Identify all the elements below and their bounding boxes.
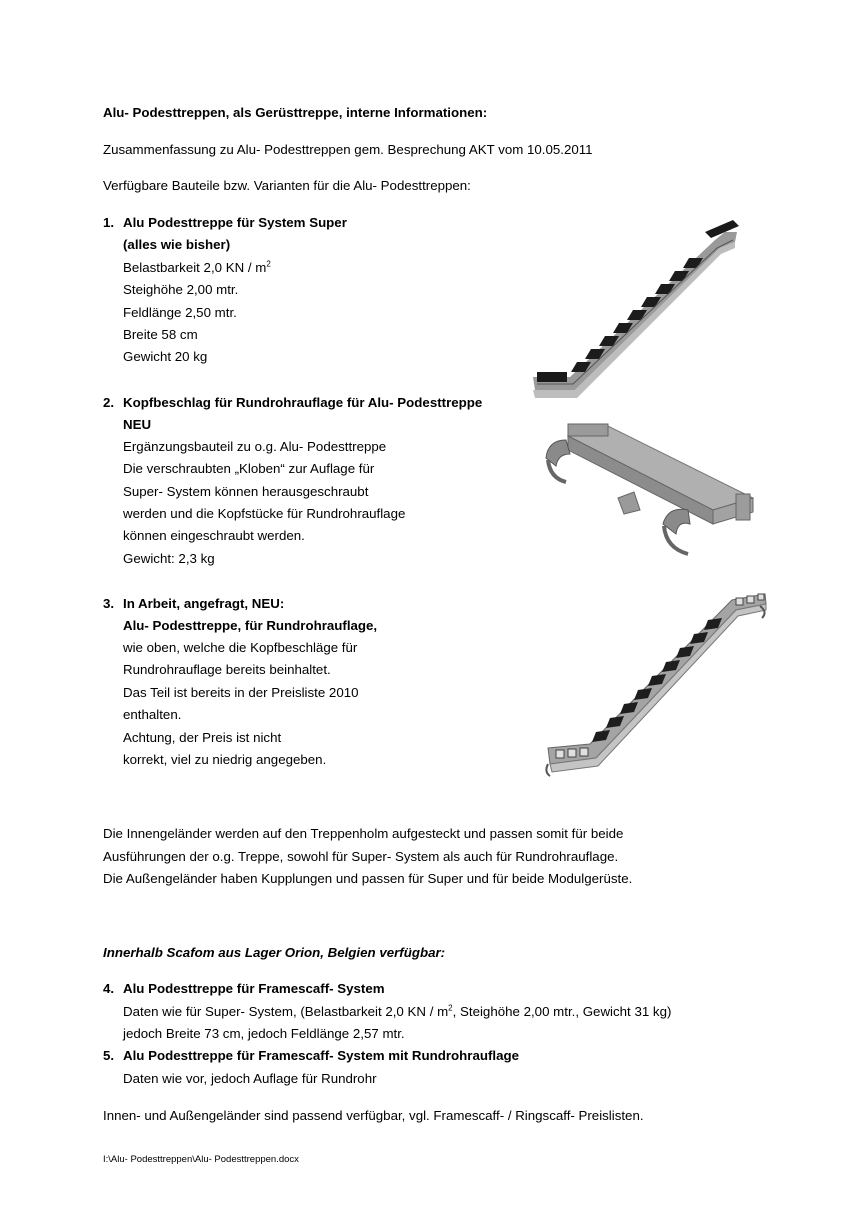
superscript: 2 [266, 259, 271, 269]
item-1-length: Feldlänge 2,50 mtr. [123, 305, 237, 320]
item-3-line-5: Achtung, der Preis ist nicht [123, 730, 282, 745]
item-3-line-6: korrekt, viel zu niedrig angegeben. [123, 752, 327, 767]
item-3-line-1: wie oben, welche die Kopfbeschläge für [123, 640, 358, 655]
intro-line: Verfügbare Bauteile bzw. Varianten für die Alu- Podesttreppen: [103, 178, 471, 193]
item-1-weight: Gewicht 20 kg [123, 349, 208, 364]
superscript: 2 [448, 1003, 453, 1013]
item-1-subheading: (alles wie bisher) [123, 237, 231, 252]
item-2-line-4: werden und die Kopfstücke für Rundrohrauflage [123, 506, 406, 521]
item-2-line-6: Gewicht: 2,3 kg [123, 551, 215, 566]
item-2-line-3: Super- System können herausgeschraubt [123, 484, 369, 499]
head-fitting-image [538, 418, 760, 570]
item-2-heading: Kopfbeschlag für Rundrohrauflage für Alu- Podesttreppe [123, 395, 483, 410]
item-2-line-5: können eingeschraubt werden. [123, 528, 305, 543]
scafom-heading: Innerhalb Scafom aus Lager Orion, Belgien verfügbar: [103, 945, 446, 960]
item-3-heading: In Arbeit, angefragt, NEU: [123, 596, 285, 611]
railing-line-2: Ausführungen der o.g. Treppe, sowohl für Super- System als auch für Rundrohrauflage. [103, 849, 619, 864]
item-4-line-1: Daten wie für Super- System, (Belastbarkeit 2,0 KN / $m^2$, Steighöhe 2,00 mtr., Gewicht 31 kg) [123, 1003, 672, 1019]
item-2-subheading: NEU [123, 417, 152, 432]
item-3-subheading: Alu- Podesttreppe, für Rundrohrauflage, [123, 618, 378, 633]
closing-line: Innen- und Außengeländer sind passend verfügbar, vgl. Framescaff- / Ringscaff- Preislisten. [103, 1108, 644, 1123]
item-3-number: 3. [103, 596, 115, 611]
item-4-heading: Alu Podesttreppe für Framescaff- System [123, 981, 385, 996]
railing-line-3: Die Außengeländer haben Kupplungen und passen für Super und für beide Modulgerüste. [103, 871, 633, 886]
item-1-height: Steighöhe 2,00 mtr. [123, 282, 239, 297]
item-1-width: Breite 58 cm [123, 327, 198, 342]
document-title: Alu- Podesttreppen, als Gerüsttreppe, interne Informationen: [103, 105, 488, 120]
item-4-line-2: jedoch Breite 73 cm, jedoch Feldlänge 2,57 mtr. [123, 1026, 405, 1041]
item-2-line-2: Die verschraubten „Kloben“ zur Auflage für [123, 461, 375, 476]
summary-line: Zusammenfassung zu Alu- Podesttreppen gem. Besprechung AKT vom 10.05.2011 [103, 142, 593, 157]
item-5-line-1: Daten wie vor, jedoch Auflage für Rundrohr [123, 1071, 377, 1086]
item-1-load: Belastbarkeit 2,0 KN / $m^2$ [123, 259, 271, 275]
item-2-number: 2. [103, 395, 115, 410]
item-1-number: 1. [103, 215, 115, 230]
railing-line-1: Die Innengeländer werden auf den Treppenholm aufgesteckt und passen somit für beide [103, 826, 624, 841]
item-4-number: 4. [103, 981, 115, 996]
stair-super-image [525, 212, 750, 412]
item-5-heading: Alu Podesttreppe für Framescaff- System mit Rundrohrauflage [123, 1048, 520, 1063]
stair-rundrohr-image [540, 578, 770, 783]
footer-file-path: I:\Alu- Podesttreppen\Alu- Podesttreppen.docx [103, 1154, 299, 1165]
item-3-line-4: enthalten. [123, 707, 182, 722]
item-3-line-3: Das Teil ist bereits in der Preisliste 2010 [123, 685, 359, 700]
item-3-line-2: Rundrohrauflage bereits beinhaltet. [123, 662, 331, 677]
item-2-line-1: Ergänzungsbauteil zu o.g. Alu- Podesttreppe [123, 439, 387, 454]
item-1-heading: Alu Podesttreppe für System Super [123, 215, 347, 230]
item-5-number: 5. [103, 1048, 115, 1063]
